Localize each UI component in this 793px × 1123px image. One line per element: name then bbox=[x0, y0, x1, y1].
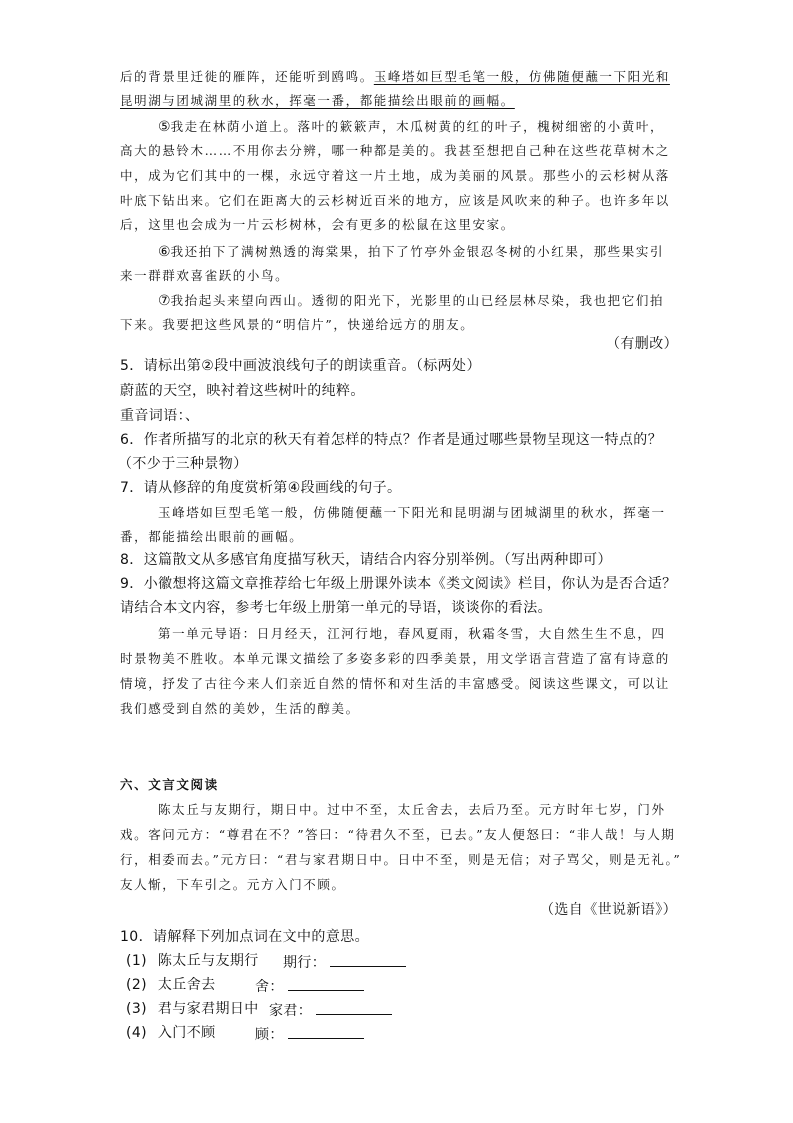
item-number: (4) bbox=[126, 1025, 148, 1041]
paragraph-5-line: 高大的悬铃木……不用你去分辨，哪一种都是美的。我甚至想把自己种在这些花草树木之 bbox=[120, 143, 670, 158]
item-word: 家君： bbox=[269, 1003, 313, 1019]
q10-item-answer bbox=[283, 954, 406, 970]
passage-text: 后的背景里迁徙的雁阵，还能听到鸥鸣。 bbox=[120, 69, 374, 84]
paragraph-6-line: 来一群群欢喜雀跃的小鸟。 bbox=[120, 268, 290, 283]
paragraph-text: 我走在林荫小道上。落叶的簌簌声，木瓜树黄的红的叶子，槐树细密的小黄叶， bbox=[170, 119, 665, 134]
unit-guide-line: 情境，抒发了古往今来人们亲近自然的情怀和对生活的丰富感受。阅读这些课文，可以让 bbox=[120, 676, 670, 691]
q10-item-answer bbox=[269, 1002, 392, 1018]
unit-guide-line: 第一单元导语：日月经天，江河行地，春风夏雨，秋霜冬雪，大自然生生不息，四 bbox=[158, 626, 666, 641]
paragraph-6-line bbox=[158, 245, 664, 259]
answer-blank[interactable] bbox=[316, 1002, 392, 1015]
item-number: (2) bbox=[126, 977, 148, 993]
question-9: 请结合本文内容，参考七年级上册第一单元的导语，谈谈你的看法。 bbox=[120, 600, 552, 616]
underlined-sentence: 昆明湖与团城湖里的秋水，挥毫一番，都能描绘出眼前的画幅。 bbox=[120, 93, 515, 108]
item-word: 舍： bbox=[255, 979, 284, 995]
answer-blank[interactable] bbox=[288, 1026, 364, 1039]
paragraph-number: ⑦ bbox=[158, 293, 171, 309]
question-7-quote: 番，都能描绘出眼前的画幅。 bbox=[120, 529, 304, 544]
paragraph-7-line: 下来。我要把这些风景的“明信片”，快递给远方的朋友。 bbox=[120, 317, 475, 332]
passage-line bbox=[120, 71, 670, 84]
item-phrase: 陈太丘与友期行 bbox=[157, 953, 259, 969]
question-10: 10．请解释下列加点词在文中的意思。 bbox=[120, 929, 370, 945]
item-number: (3) bbox=[126, 1001, 148, 1017]
q10-item bbox=[126, 978, 216, 992]
question-8: 8．这篇散文从多感官角度描写秋天，请结合内容分别举例。（写出两种即可） bbox=[120, 552, 612, 568]
classical-text-line: 友人惭，下车引之。元方入门不顾。 bbox=[120, 877, 346, 892]
q10-item bbox=[126, 1002, 259, 1016]
unit-guide-line: 我们感受到自然的美妙，生活的醇美。 bbox=[120, 701, 360, 716]
item-number: (1) bbox=[126, 953, 148, 969]
item-phrase: 君与家君期日中 bbox=[157, 1001, 259, 1017]
paragraph-number: ⑤ bbox=[158, 119, 171, 135]
classical-text-line: 行，相委而去。”元方曰：“君与家君期日中。日中不至，则是无信；对子骂父，则是无礼。” bbox=[120, 852, 682, 867]
paragraph-text: 我抬起头来望向西山。透彻的阳光下，光影里的山已经层林尽染，我也把它们拍 bbox=[170, 293, 665, 308]
answer-blank[interactable] bbox=[288, 978, 364, 991]
item-phrase: 入门不顾 bbox=[157, 1025, 216, 1041]
question-5-answer-label: 重音词语：、 bbox=[120, 408, 200, 424]
q10-item-answer bbox=[255, 1026, 364, 1042]
question-5-sentence: 蔚蓝的天空，映衬着这些树叶的纯粹。 bbox=[120, 383, 365, 399]
underlined-sentence: 玉峰塔如巨型毛笔一般，仿佛随便蘸一下阳光和 bbox=[373, 69, 670, 84]
question-6: 6．作者所描写的北京的秋天有着怎样的特点？作者是通过哪些景物呈现这一特点的？ bbox=[120, 432, 663, 448]
edit-note: （有删改） bbox=[606, 336, 678, 352]
paragraph-text: 我还拍下了满树熟透的海棠果，拍下了竹亭外金银忍冬树的小红果，那些果实引 bbox=[170, 244, 665, 259]
classical-text-line: 陈太丘与友期行，期日中。过中不至，太丘舍去，去后乃至。元方时年七岁，门外 bbox=[158, 802, 666, 817]
question-7-quote: 玉峰塔如巨型毛笔一般，仿佛随便蘸一下阳光和昆明湖与团城湖里的秋水，挥毫一 bbox=[158, 505, 666, 520]
classical-text-line: 戏。客问元方：“尊君在不？”答曰：“待君久不至，已去。”友人便怒曰：“非人哉！与人期 bbox=[120, 827, 676, 842]
paragraph-7-line bbox=[158, 294, 664, 308]
answer-blank[interactable] bbox=[330, 954, 406, 967]
paragraph-5-line: 后，这里也会成为一片云杉树林，会有更多的松鼠在这里安家。 bbox=[120, 217, 515, 232]
question-6-sub: （不少于三种景物） bbox=[118, 456, 248, 472]
question-5: 5．请标出第②段中画波浪线句子的朗读重音。（标两处） bbox=[120, 358, 481, 374]
paragraph-number: ⑥ bbox=[158, 244, 171, 260]
source-citation: （选自《世说新语》） bbox=[540, 902, 677, 918]
paragraph-5-line bbox=[158, 120, 664, 134]
paragraph-5-line: 叶底下钻出来。它们在距离大的云杉树近百米的地方，应该是风吹来的种子。也许多年以 bbox=[120, 193, 670, 208]
section-title: 六、文言文阅读 bbox=[120, 777, 219, 792]
paragraph-5-line: 中，成为它们其中的一棵，永远守着这一片土地，成为美丽的风景。那些小的云杉树从落 bbox=[120, 168, 670, 183]
item-word: 顾： bbox=[255, 1027, 284, 1043]
question-9: 9．小徽想将这篇文章推荐给七年级上册课外读本《类文阅读》栏目，你认为是否合适？ bbox=[120, 576, 677, 592]
item-word: 期行： bbox=[283, 955, 327, 971]
q10-item bbox=[126, 954, 259, 968]
item-phrase: 太丘舍去 bbox=[157, 977, 216, 993]
unit-guide-line: 时景物美不胜收。本单元课文描绘了多姿多彩的四季美景，用文学语言营造了富有诗意的 bbox=[120, 651, 670, 666]
q10-item-answer bbox=[255, 978, 364, 994]
question-7: 7．请从修辞的角度赏析第④段画线的句子。 bbox=[120, 480, 402, 496]
q10-item bbox=[126, 1026, 216, 1040]
